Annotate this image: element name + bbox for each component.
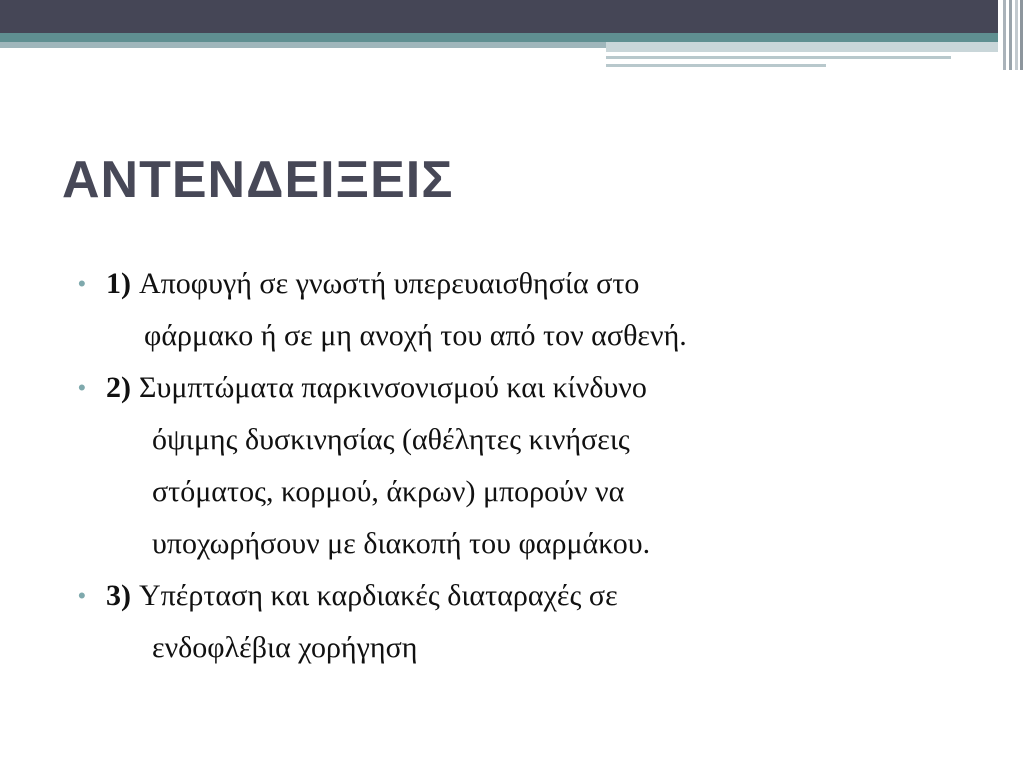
bullet-list bbox=[78, 258, 978, 674]
item-text-line: στόματος, κορμού, άκρων) μπορούν να bbox=[152, 475, 625, 508]
top-teal-band bbox=[0, 33, 1024, 42]
bullet-icon: • bbox=[78, 583, 86, 608]
accent-line bbox=[606, 64, 826, 67]
bullet-item-3 bbox=[78, 570, 978, 674]
bullet-item-1 bbox=[78, 258, 978, 362]
vertical-bar bbox=[1015, 0, 1018, 70]
item-number: 1) bbox=[106, 267, 131, 300]
bullet-icon: • bbox=[78, 271, 86, 296]
vertical-bars-decoration bbox=[998, 0, 1024, 70]
item-text-line: ενδοφλέβια χορήγηση bbox=[152, 631, 418, 664]
accent-line bbox=[606, 56, 951, 59]
item-text-line: Υπέρταση και καρδιακές διαταραχές σε bbox=[139, 579, 618, 612]
item-text-line: φάρμακο ή σε μη ανοχή του από τον ασθενή. bbox=[144, 319, 687, 352]
bullet-item-2 bbox=[78, 362, 978, 570]
item-text-line: όψιμης δυσκινησίας (αθέλητες κινήσεις bbox=[152, 423, 630, 456]
vertical-bar bbox=[1003, 0, 1006, 70]
accent-block bbox=[606, 42, 1001, 52]
slide-title: ΑΝΤΕΝΔΕΙΞΕΙΣ bbox=[62, 151, 454, 209]
item-text-line: Συμπτώματα παρκινσονισμού και κίνδυνο bbox=[139, 371, 647, 404]
top-dark-band bbox=[0, 0, 1024, 33]
item-text-line: υποχωρήσουν με διακοπή του φαρμάκου. bbox=[152, 527, 651, 560]
vertical-bar bbox=[1020, 0, 1023, 70]
bullet-icon: • bbox=[78, 375, 86, 400]
top-light-band bbox=[0, 42, 610, 48]
item-text-line: Αποφυγή σε γνωστή υπερευαισθησία στο bbox=[139, 267, 640, 300]
item-number: 2) bbox=[106, 371, 131, 404]
item-number: 3) bbox=[106, 579, 131, 612]
vertical-bar bbox=[1009, 0, 1012, 70]
